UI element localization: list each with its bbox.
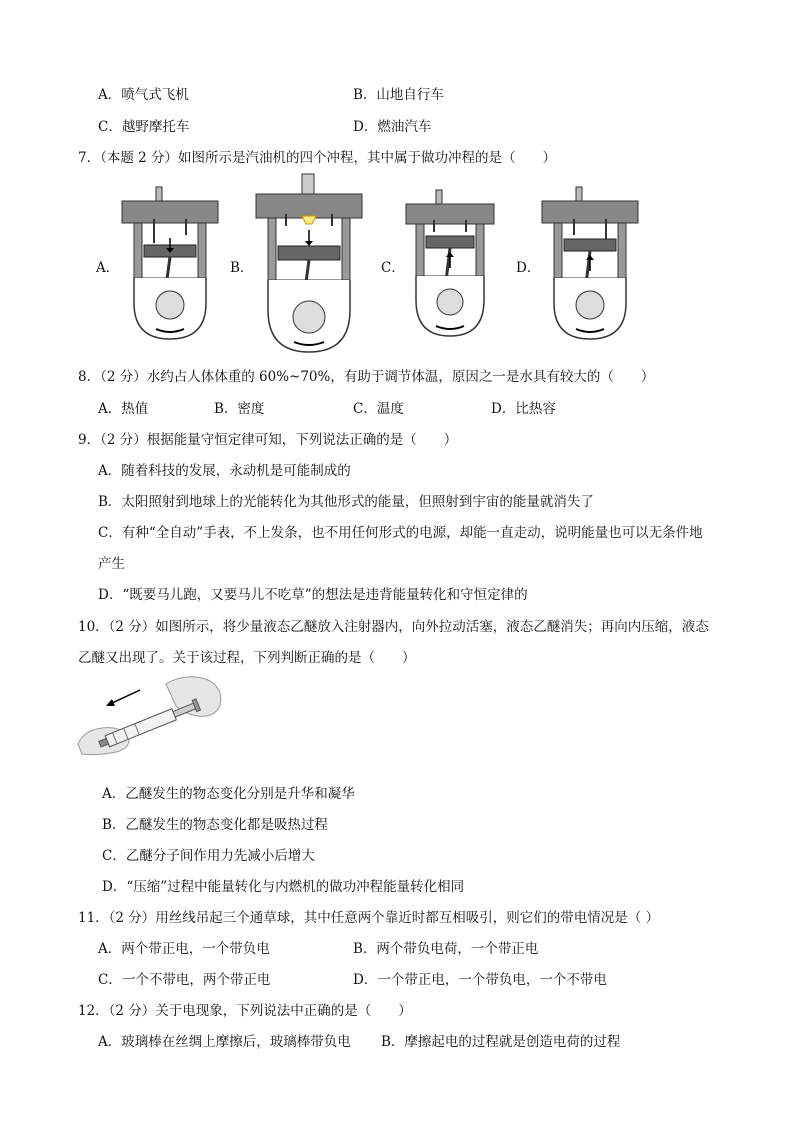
q9-option-c: C．有种“全自动”手表，不上发条，也不用任何形式的电源，却能一直走动，说明能量也可以无条件地	[98, 525, 703, 541]
q8-option-d: D．比热容	[491, 401, 556, 417]
q10-option-a: A．乙醚发生的物态变化分别是升华和凝华	[102, 786, 355, 802]
q11-option-a: A．两个带正电，一个带负电	[98, 941, 270, 957]
q6-option-d: D．燃油汽车	[353, 119, 432, 135]
q9-stem: 9．（2 分）根据能量守恒定律可知，下列说法正确的是（ ）	[78, 432, 458, 448]
q7-label-d: D．	[516, 260, 541, 276]
engine-diagram-c	[404, 188, 496, 338]
q8-option-b: B．密度	[214, 401, 265, 417]
q12-option-b: B．摩擦起电的过程就是创造电荷的过程	[381, 1034, 621, 1050]
q8-stem: 8．（2 分）水约占人体体重的 60%~70%，有助于调节体温，原因之一是水具有较大的（ ）	[78, 369, 655, 385]
q10-stem-line1: 10．（2 分）如图所示，将少量液态乙醚放入注射器内，向外拉动活塞，液态乙醚消失；再向内压缩，液态	[78, 619, 709, 635]
q9-option-d: D．“既要马儿跑，又要马儿不吃草”的想法是违背能量转化和守恒定律的	[98, 587, 528, 603]
q11-option-d: D．一个带正电，一个带负电，一个不带电	[353, 972, 607, 988]
syringe-illustration	[74, 666, 226, 762]
q7-label-c: C．	[381, 260, 405, 276]
q10-option-c: C．乙醚分子间作用力先减小后增大	[102, 848, 315, 864]
engine-diagram-b	[254, 172, 364, 354]
q12-stem: 12．（2 分）关于电现象，下列说法中正确的是（ ）	[78, 1003, 412, 1019]
q7-label-b: B．	[230, 260, 254, 276]
engine-diagram-d	[540, 183, 640, 343]
q7-label-a: A．	[96, 260, 120, 276]
q9-option-c-continued: 产生	[98, 556, 125, 572]
q11-option-b: B．两个带负电荷，一个带正电	[353, 941, 539, 957]
q10-option-b: B．乙醚发生的物态变化都是吸热过程	[102, 817, 328, 833]
q6-option-c: C．越野摩托车	[98, 119, 190, 135]
q6-option-b: B．山地自行车	[353, 87, 444, 103]
q9-option-b: B．太阳照射到地球上的光能转化为其他形式的能量，但照射到宇宙的能量就消失了	[98, 494, 594, 510]
q7-stem: 7．（本题 2 分）如图所示是汽油机的四个冲程，其中属于做功冲程的是（ ）	[78, 150, 557, 166]
q6-option-a: A．喷气式飞机	[98, 87, 189, 103]
q8-option-c: C．温度	[353, 401, 404, 417]
q10-stem-line2: 乙醚又出现了。关于该过程，下列判断正确的是（ ）	[78, 650, 416, 666]
engine-diagram-a	[120, 183, 220, 343]
q12-option-a: A．玻璃棒在丝绸上摩擦后，玻璃棒带负电	[98, 1034, 351, 1050]
q10-option-d: D．“压缩”过程中能量转化与内燃机的做功冲程能量转化相同	[102, 879, 465, 895]
q11-stem: 11．（2 分）用丝线吊起三个通草球，其中任意两个靠近时都互相吸引，则它们的带电情况是（ ）	[78, 910, 660, 926]
q11-option-c: C．一个不带电，两个带正电	[98, 972, 271, 988]
q8-option-a: A．热值	[98, 401, 149, 417]
q9-option-a: A．随着科技的发展，永动机是可能制成的	[98, 463, 351, 479]
